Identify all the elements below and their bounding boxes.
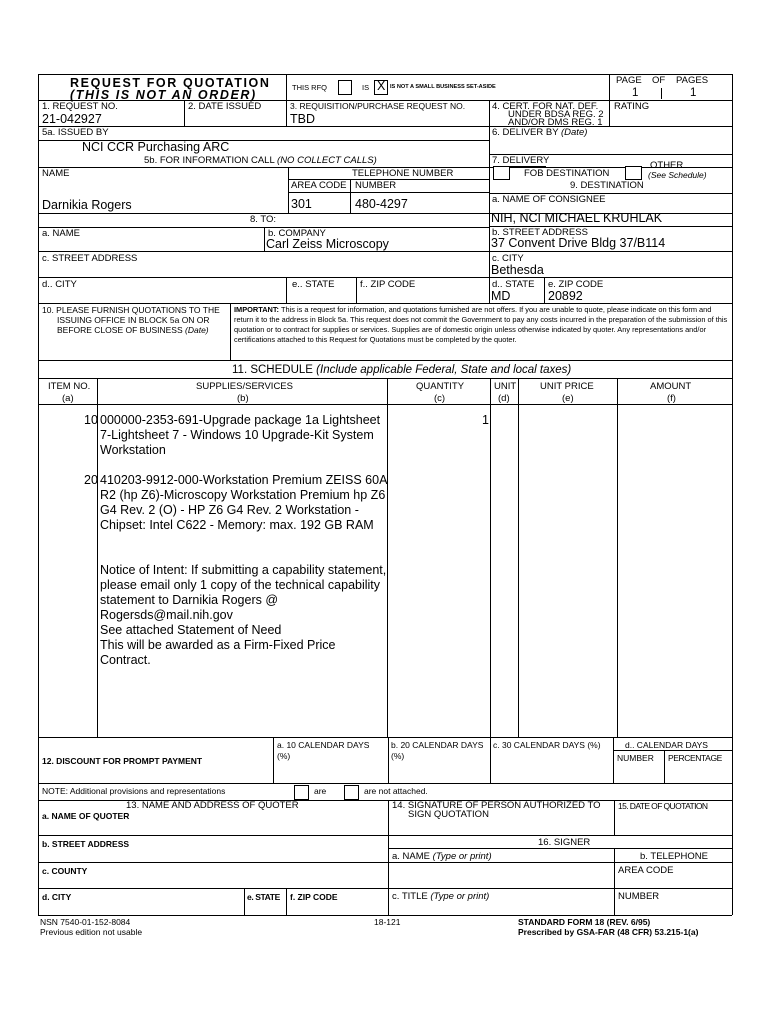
b10-line3: BEFORE CLOSE OF BUSINESS (Date): [57, 325, 209, 335]
rule-disc-d: [613, 750, 732, 751]
rule-row20: [38, 915, 732, 916]
see-attached: See attached Statement of Need: [100, 623, 282, 637]
name-of-quoter-label: a. NAME OF QUOTER: [42, 811, 130, 821]
rule-v-state2: [244, 888, 245, 915]
pages-label: PAGES: [676, 75, 709, 86]
col-unit: UNIT: [494, 381, 517, 392]
col-price-sub: (e): [562, 393, 574, 404]
note-label: NOTE: Additional provisions and representations: [42, 786, 226, 796]
cert-label-1: 4. CERT. FOR NAT. DEF.: [492, 101, 599, 112]
form-number: 18-121: [374, 917, 401, 927]
b16-label: 16. SIGNER: [538, 837, 591, 848]
req-purchase[interactable]: TBD: [290, 112, 315, 126]
rfq-checkbox-1[interactable]: [338, 80, 352, 95]
discount-d-percentage: PERCENTAGE: [668, 753, 722, 763]
other-label: OTHER: [650, 160, 684, 171]
page-divider: [661, 88, 662, 99]
item-no: 20: [84, 473, 98, 487]
to-name-label: a. NAME: [42, 228, 81, 239]
issued-by-label: 5a. ISSUED BY: [42, 127, 109, 138]
rule-v-num: [350, 179, 351, 213]
item-description: 410203-9912-000-Workstation Premium ZEISS 60A R2 (hp Z6)-Microscopy Workstation Premium hp Z6 G4 Rev. 2 (O) - HP Z6 G4 Rev. 2 Workstation - Chipset: Intel C622 - Memory: max. 192 GB RAM: [100, 473, 387, 532]
fob-checkbox[interactable]: [493, 166, 510, 180]
schedule-title: 11. SCHEDULE (Include applicable Federal, State and local taxes): [232, 364, 572, 376]
see-schedule-label: (See Schedule): [648, 170, 707, 180]
request-no-label: 1. REQUEST NO.: [42, 101, 118, 112]
phone-number[interactable]: 480-4297: [355, 197, 408, 211]
area-code-label: AREA CODE: [291, 180, 347, 191]
col-supplies-sub: (b): [237, 393, 249, 404]
rule-row7: [38, 251, 732, 252]
b13-label: 13. NAME AND ADDRESS OF QUOTER: [126, 800, 299, 811]
col-item-sub: (a): [62, 393, 74, 404]
rule-row19: [38, 888, 732, 889]
discount-b-label: b. 20 CALENDAR DAYS: [391, 740, 484, 750]
discount-label: 12. DISCOUNT FOR PROMPT PAYMENT: [42, 756, 203, 766]
rule-v-deststate: [544, 277, 545, 303]
company-label: b. COMPANY: [268, 228, 326, 239]
rule-v-col-c: [490, 378, 491, 737]
cert-label-2: UNDER BDSA REG. 2: [508, 109, 604, 120]
rule-v-disc-b: [388, 737, 389, 783]
are-not-checkbox[interactable]: [344, 785, 359, 800]
discount-a-pct: (%): [277, 751, 291, 761]
state-label: e.. STATE: [292, 279, 335, 290]
rule-areacode: [288, 192, 490, 193]
rule-row8: [38, 277, 732, 278]
rule-v-header1: [286, 74, 287, 126]
rule-v-disc-d: [613, 737, 614, 783]
cert-label-3: AND/OR DMS REG. 1: [508, 118, 603, 126]
page-label: PAGE: [616, 75, 642, 86]
are-not-label: are not attached.: [364, 786, 428, 796]
rule-row14: [38, 783, 732, 784]
rule-v-disc-a: [273, 737, 274, 783]
area-code[interactable]: 301: [291, 197, 312, 211]
dest-zip[interactable]: 20892: [548, 289, 583, 303]
date-issued-label: 2. DATE ISSUED: [188, 101, 262, 112]
col-qty: QUANTITY: [416, 381, 465, 392]
rule-v-b10: [230, 303, 231, 360]
dest-state[interactable]: MD: [491, 289, 511, 303]
col-price: UNIT PRICE: [540, 381, 594, 392]
rule-v-zip: [356, 277, 357, 303]
destination-label: 9. DESTINATION: [570, 180, 644, 191]
nsn-label: NSN 7540-01-152-8084: [40, 917, 131, 927]
rule-row17: [388, 848, 732, 849]
col-amount-sub: (f): [667, 393, 676, 404]
item-description: 000000-2353-691-Upgrade package 1a Lightsheet 7-Lightsheet 7 - Windows 10 Upgrade-Kit System Workstation: [100, 413, 381, 457]
dest-city-label: c. CITY: [492, 253, 524, 264]
zip-label: f.. ZIP CODE: [360, 279, 416, 290]
deliver-by-label: 6. DELIVER BY (Date): [492, 127, 588, 138]
of-label: OF: [652, 75, 666, 86]
rule-v-date: [184, 100, 185, 126]
prev-edition-label: Previous edition not usable: [40, 927, 143, 937]
rule-row10: [38, 360, 732, 361]
rule-right: [732, 74, 733, 915]
b10-line1: 10. PLEASE FURNISH QUOTATIONS TO THE: [42, 305, 220, 315]
rule-v-col-a: [97, 378, 98, 737]
discount-c-label: c. 30 CALENDAR DAYS (%): [493, 740, 601, 750]
rule-row11: [38, 378, 732, 379]
b15-label: 15. DATE OF QUOTATION: [618, 801, 708, 811]
req-purchase-label: 3. REQUISITION/PURCHASE REQUEST NO.: [290, 101, 466, 111]
pages-count: 1: [690, 87, 697, 99]
delivery-underline: [510, 166, 546, 167]
prescribed-label: Prescribed by GSA-FAR (48 CFR) 53.215-1(a): [518, 927, 699, 937]
signer-number-label: NUMBER: [618, 891, 660, 902]
rule-v-main: [489, 100, 490, 303]
issued-by[interactable]: NCI CCR Purchasing ARC: [82, 140, 230, 154]
rule-row2: [38, 126, 732, 127]
b14-line1: 14. SIGNATURE OF PERSON AUTHORIZED TO: [392, 800, 601, 811]
discount-a-label: a. 10 CALENDAR DAYS: [277, 740, 370, 750]
discount-d-label: d.. CALENDAR DAYS: [625, 740, 708, 750]
to-label: 8. TO:: [250, 214, 277, 225]
rule-v-b13: [388, 800, 389, 915]
dest-street-label: b. STREET ADDRESS: [492, 227, 588, 238]
rule-v-disc-d2: [664, 750, 665, 783]
is-label: IS: [362, 83, 370, 92]
are-label: are: [314, 786, 327, 796]
signer-area-label: AREA CODE: [618, 865, 674, 876]
rule-v-col-e: [617, 378, 618, 737]
small-business-label: IS NOT A SMALL BUSINESS SET-ASIDE: [390, 84, 496, 90]
important-notice: IMPORTANT: This is a request for information, and quotations furnished are not offers. If you are unable to quote, please indicate on this form and return it to the address in Block 5a. This request does not commit the Government to pay any costs incurred in the preparation of the submission of this quotation or to contract for supplies or services. Supplies are of domestic origin unless otherwise indicated by quoter. Any representations and/or certifications attached to this Request for Quotations must be completed by the quoter.: [234, 305, 728, 344]
quoter-street-label: b. STREET ADDRESS: [42, 839, 130, 849]
consignee[interactable]: NIH, NCI MICHAEL KRUHLAK: [491, 211, 663, 225]
rule-v-state: [286, 277, 287, 303]
rule-row13: [38, 737, 732, 738]
rule-left: [38, 74, 39, 915]
dest-city[interactable]: Bethesda: [491, 263, 544, 277]
dest-street[interactable]: 37 Convent Drive Bldg 37/B114: [491, 236, 666, 250]
info-call-label: 5b. FOR INFORMATION CALL (NO COLLECT CALLS): [144, 155, 377, 166]
b14-line2: SIGN QUOTATION: [408, 809, 489, 820]
rule-v-b15: [614, 800, 615, 835]
rule-v-tel: [288, 167, 289, 213]
col-unit-sub: (d): [498, 393, 510, 404]
rule-row18: [38, 862, 732, 863]
request-no[interactable]: 21-042927: [42, 112, 102, 126]
rule-v-header2: [609, 74, 610, 126]
col-supplies: SUPPLIES/SERVICES: [196, 381, 293, 392]
rating-label: RATING: [614, 101, 650, 112]
rule-v-tel2: [614, 848, 615, 915]
col-item: ITEM NO.: [48, 381, 91, 392]
quoter-state-label: e. STATE: [247, 892, 280, 902]
city-label: d.. CITY: [42, 279, 77, 290]
this-rfq-label: THIS RFQ: [292, 83, 327, 92]
other-checkbox[interactable]: [625, 166, 642, 180]
page-number: 1: [632, 87, 639, 99]
rule-v-col-d: [518, 378, 519, 737]
signer-name-label: a. NAME (Type or print): [392, 851, 492, 862]
rule-v-company: [264, 227, 265, 251]
rule-row12: [38, 404, 732, 405]
quoter-zip-label: f. ZIP CODE: [290, 892, 338, 902]
quoter-county-label: c. COUNTY: [42, 866, 88, 876]
discount-b-pct: (%): [391, 751, 405, 761]
rule-row9: [38, 303, 732, 304]
number-label: NUMBER: [355, 180, 397, 191]
company[interactable]: Carl Zeiss Microscopy: [266, 237, 389, 251]
name-label: NAME: [42, 168, 70, 179]
col-amount: AMOUNT: [650, 381, 692, 392]
street-label: c. STREET ADDRESS: [42, 253, 138, 264]
contact-name[interactable]: Darnikia Rogers: [42, 198, 132, 212]
fob-label: FOB DESTINATION: [524, 168, 610, 179]
dest-state-label: d.. STATE: [492, 279, 535, 290]
rfq-checkbox-mark: X: [377, 79, 386, 93]
rule-v-zip2: [286, 888, 287, 915]
dest-zip-label: e. ZIP CODE: [548, 279, 604, 290]
rule-v-disc-c: [490, 737, 491, 783]
b10-line2: ISSUING OFFICE IN BLOCK 5a ON OR: [57, 315, 210, 325]
item-qty: 1: [482, 413, 489, 427]
award-note: This will be awarded as a Firm-Fixed Price Contract.: [100, 638, 336, 667]
quoter-city-label: d. CITY: [42, 892, 72, 902]
signer-tel-label: b. TELEPHONE: [640, 851, 708, 862]
signer-title-label: c. TITLE (Type or print): [392, 891, 490, 902]
delivery-label: 7. DELIVERY: [492, 155, 550, 166]
item-no: 10: [84, 413, 98, 427]
consignee-label: a. NAME OF CONSIGNEE: [492, 194, 606, 205]
discount-d-number: NUMBER: [617, 753, 654, 763]
telephone-label: TELEPHONE NUMBER: [352, 168, 454, 179]
standard-form-label: STANDARD FORM 18 (REV. 6/95): [518, 917, 651, 927]
form-subtitle: (THIS IS NOT AN ORDER): [70, 88, 257, 102]
are-checkbox[interactable]: [294, 785, 309, 800]
rule-row16: [38, 835, 732, 836]
col-qty-sub: (c): [434, 393, 446, 404]
notice-of-intent: Notice of Intent: If submitting a capability statement, please email only 1 copy of the technical capability statement to Darnikia Rogers @ Rogersds@mail.nih.gov: [100, 563, 387, 622]
form-title: REQUEST FOR QUOTATION: [70, 76, 271, 90]
